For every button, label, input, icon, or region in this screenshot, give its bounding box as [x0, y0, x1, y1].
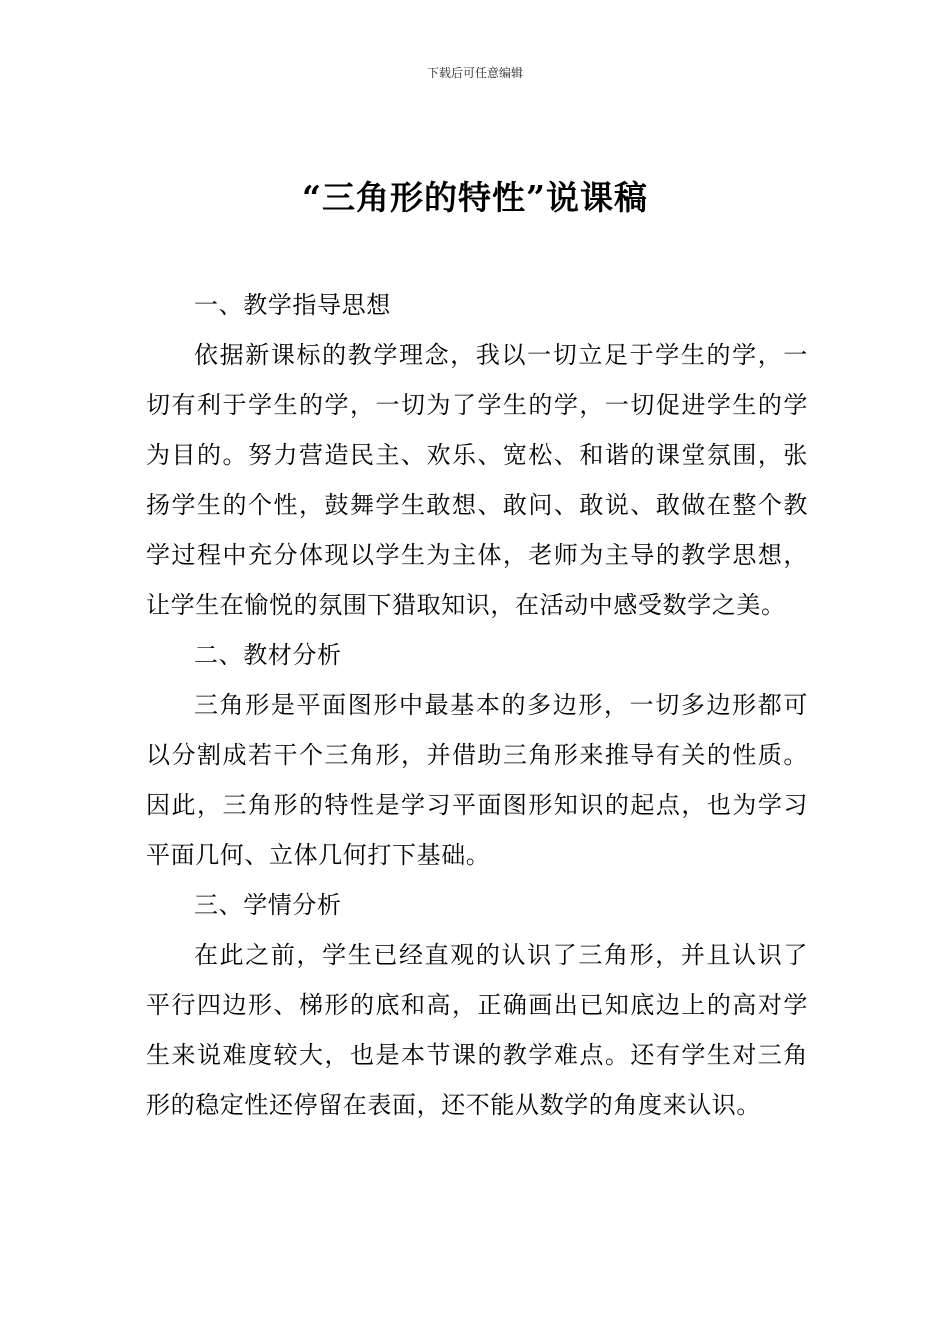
- section-paragraph: 在此之前，学生已经直观的认识了三角形，并且认识了平行四边形、梯形的底和高，正确画出已知底边上的高对学生来说难度较大，也是本节课的教学难点。还有学生对三角形的稳定性还停留在表面，还不能从数学的角度来认识。: [146, 941, 808, 1119]
- section-student-analysis: [146, 880, 808, 1130]
- section-teaching-philosophy: [146, 280, 808, 630]
- section-paragraph: 三角形是平面图形中最基本的多边形，一切多边形都可以分割成若干个三角形，并借助三角形来推导有关的性质。因此，三角形的特性是学习平面图形知识的起点，也为学习平面几何、立体几何打下基础。: [146, 691, 808, 869]
- section-paragraph: 依据新课标的教学理念，我以一切立足于学生的学，一切有利于学生的学，一切为了学生的学，一切促进学生的学为目的。努力营造民主、欢乐、宽松、和谐的课堂氛围，张扬学生的个性，鼓舞学生敢想、敢问、敢说、敢做在整个教学过程中充分体现以学生为主体，老师为主导的教学思想，让学生在愉悦的氛围下猎取知识，在活动中感受数学之美。: [146, 341, 808, 619]
- page-header-note: 下载后可任意编辑: [426, 66, 523, 80]
- section-heading: 三、学情分析: [194, 891, 342, 919]
- section-heading: 一、教学指导思想: [194, 291, 391, 319]
- document-body: [146, 280, 808, 1130]
- section-textbook-analysis: [146, 630, 808, 880]
- section-heading: 二、教材分析: [194, 641, 342, 669]
- document-title: “三角形的特性”说课稿: [302, 178, 648, 217]
